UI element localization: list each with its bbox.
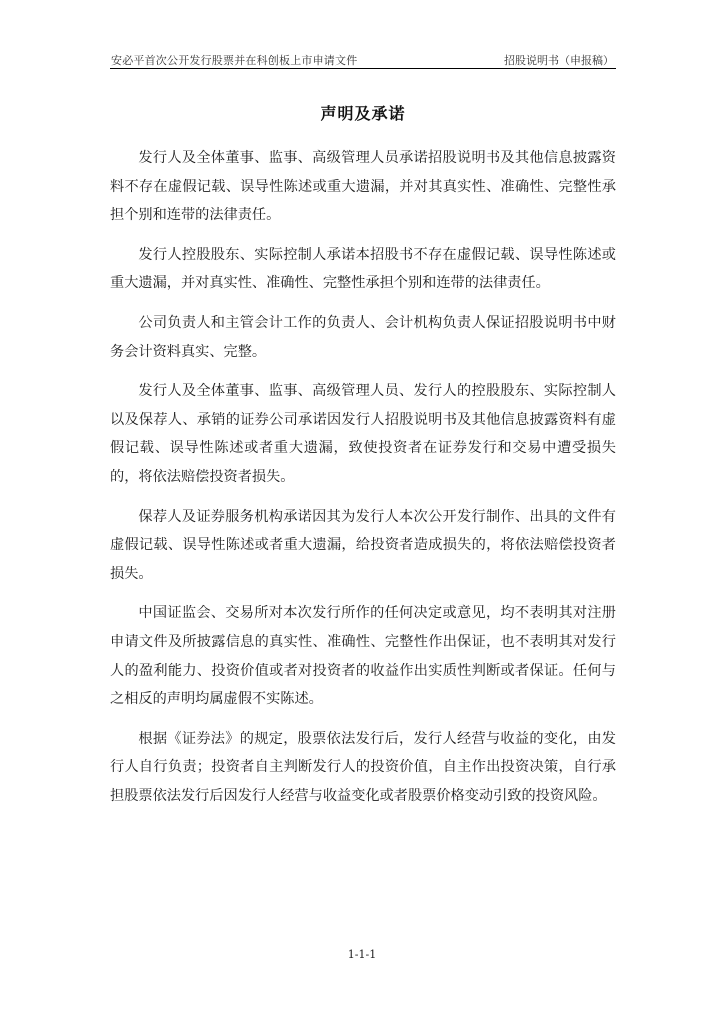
header-document-name: 安必平首次公开发行股票并在科创板上市申请文件 xyxy=(111,54,358,67)
header-document-type: 招股说明书（申报稿） xyxy=(504,54,614,67)
paragraph-directors-commitment: 发行人及全体董事、监事、高级管理人员承诺招股说明书及其他信息披露资料不存在虚假记载、误导性陈述或重大遗漏，并对其真实性、准确性、完整性承担个别和连带的法律责任。 xyxy=(110,150,616,224)
paragraph-regulator-disclaimer: 中国证监会、交易所对本次发行所作的任何决定或意见，均不表明其对注册申请文件及所披露信息的真实性、准确性、完整性作出保证，也不表明其对发行人的盈利能力、投资价值或者对投资者的收益作出实质性判断或者保证。任何与之相反的声明均属虚假不实陈述。 xyxy=(110,605,616,708)
paragraph-investment-risk: 根据《证券法》的规定，股票依法发行后，发行人经营与收益的变化，由发行人自行负责；投资者自主判断发行人的投资价值，自主作出投资决策，自行承担股票依法发行后因发行人经营与收益变化或者股票价格变动引致的投资风险。 xyxy=(110,730,616,804)
paragraph-financial-guarantee: 公司负责人和主管会计工作的负责人、会计机构负责人保证招股说明书中财务会计资料真实、完整。 xyxy=(110,314,616,360)
page-header xyxy=(110,50,616,69)
page-number: 1-1-1 xyxy=(347,948,377,961)
document-body xyxy=(110,144,616,821)
paragraph-sponsor-commitment: 保荐人及证券服务机构承诺因其为发行人本次公开发行制作、出具的文件有虚假记载、误导性陈述或者重大遗漏，给投资者造成损失的，将依法赔偿投资者损失。 xyxy=(110,508,616,582)
page-title: 声明及承诺 xyxy=(320,104,406,123)
paragraph-controlling-shareholder-commitment: 发行人控股股东、实际控制人承诺本招股书不存在虚假记载、误导性陈述或重大遗漏，并对真实性、准确性、完整性承担个别和连带的法律责任。 xyxy=(110,246,616,292)
paragraph-compensation-commitment: 发行人及全体董事、监事、高级管理人员、发行人的控股股东、实际控制人以及保荐人、承销的证券公司承诺因发行人招股说明书及其他信息披露资料有虚假记载、误导性陈述或者重大遗漏，致使投资者在证券发行和交易中遭受损失的，将依法赔偿投资者损失。 xyxy=(110,383,616,485)
